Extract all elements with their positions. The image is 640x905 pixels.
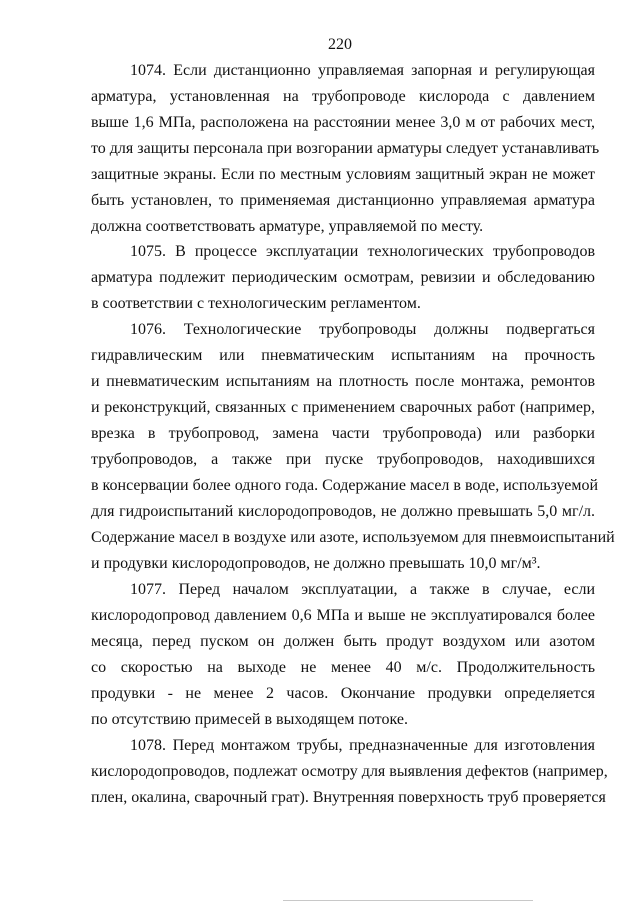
page-number: 220: [328, 36, 352, 53]
paragraph-line: со скоростью на выходе не менее 40 м/с. Продолжительность: [91, 659, 595, 676]
paragraph-line: кислородопроводов, подлежат осмотру для выявления дефектов (например,: [91, 763, 608, 780]
paragraph-line: в консервации более одного года. Содержание масел в воде, используемой: [91, 477, 599, 494]
paragraph-line: гидравлическим или пневматическим испытаниям на прочность: [91, 347, 595, 364]
paragraph-line: 1077. Перед началом эксплуатации, а также в случае, если: [130, 581, 595, 598]
paragraph-line: и пневматическим испытаниям на плотность после монтажа, ремонтов: [91, 373, 595, 390]
paragraph-line: то для защиты персонала при возгорании арматуры следует устанавливать: [91, 140, 600, 157]
paragraph-line: и реконструкций, связанных с применением сварочных работ (например,: [91, 399, 595, 416]
paragraph-line: и продувки кислородопроводов, не должно превышать 10,0 мг/м³.: [91, 555, 541, 572]
paragraph-line: в соответствии с технологическим регламентом.: [91, 295, 421, 312]
paragraph-line: по отсутствию примесей в выходящем потоке.: [91, 711, 408, 728]
paragraph-line: для гидроиспытаний кислородопроводов, не должно превышать 5,0 мг/л.: [91, 503, 595, 520]
paragraph-line: 1074. Если дистанционно управляемая запорная и регулирующая: [130, 62, 595, 79]
paragraph-line: трубопроводов, а также при пуске трубопроводов, находившихся: [91, 451, 595, 468]
paragraph-line: 1075. В процессе эксплуатации технологических трубопроводов: [130, 243, 595, 260]
paragraph-line: должна соответствовать арматуре, управляемой по месту.: [91, 218, 484, 235]
paragraph-line: арматура, установленная на трубопроводе кислорода с давлением: [91, 88, 595, 105]
paragraph-line: Содержание масел в воздухе или азоте, используемом для пневмоиспытаний: [91, 529, 615, 546]
paragraph-line: быть установлен, то применяемая дистанционно управляемая арматура: [91, 192, 595, 209]
paragraph-line: арматура подлежит периодическим осмотрам, ревизии и обследованию: [91, 269, 595, 286]
paragraph-line: врезка в трубопровод, замена части трубопровода) или разборки: [91, 425, 595, 442]
paragraph-line: плен, окалина, сварочный грат). Внутренняя поверхность труб проверяется: [91, 789, 606, 806]
paragraph-line: 1078. Перед монтажом трубы, предназначенные для изготовления: [130, 737, 595, 754]
page-edge-rule: [283, 900, 533, 901]
paragraph-line: выше 1,6 МПа, расположена на расстоянии менее 3,0 м от рабочих мест,: [91, 114, 595, 131]
paragraph-line: продувки - не менее 2 часов. Окончание продувки определяется: [91, 685, 595, 702]
paragraph-line: защитные экраны. Если по местным условиям защитный экран не может: [91, 166, 595, 183]
paragraph-line: 1076. Технологические трубопроводы должны подвергаться: [130, 321, 595, 338]
paragraph-line: месяца, перед пуском он должен быть продут воздухом или азотом: [91, 633, 595, 650]
paragraph-line: кислородопровод давлением 0,6 МПа и выше не эксплуатировался более: [91, 607, 595, 624]
